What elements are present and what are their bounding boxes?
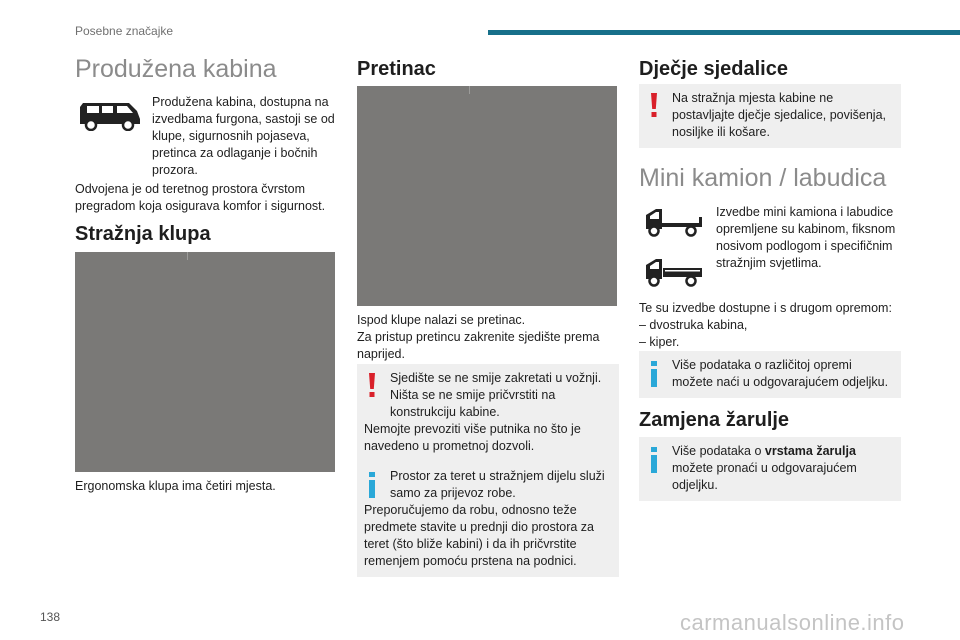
info-text-2: Preporučujemo da robu, odnosno teže predmete stavite u prednji dio prostora za teret (što bliže kabini) i da ih pričvrstite remenjem pomoću prstena na podnici.: [364, 503, 594, 568]
heading-mini-truck: Mini kamion / labudica: [639, 164, 887, 192]
column-1: [75, 55, 337, 493]
info-icon: [648, 447, 660, 473]
paragraph-partition: Odvojena je od teretnog prostora čvrstom pregradom koja osigurava komfor i sigurnost.: [75, 182, 326, 213]
warning-icon: [649, 92, 659, 118]
compartment-image: [357, 86, 617, 306]
mini-truck-description: Izvedbe mini kamiona i labudice opremljene su kabinom, fiksnom nosivom podlogom i specifičnim stražnjim svjetlima.: [716, 205, 896, 270]
warning-note-seat: [357, 364, 619, 462]
heading-bulb-replacement: Zamjena žarulje: [639, 409, 790, 431]
header-accent-bar: [488, 30, 960, 35]
column-2: [357, 55, 619, 568]
section-title: Posebne značajke: [75, 24, 174, 38]
info-note-equipment: [639, 351, 901, 398]
warning-text-1: Sjedište se ne smije zakretati u vožnji. Ništa se ne smije pričvrstiti na konstrukciju kabine.: [390, 371, 602, 419]
compartment-text-2: Za pristup pretincu zakrenite sjedište prema naprijed.: [357, 330, 600, 361]
list-item: – dvostruka kabina,: [639, 318, 748, 332]
info-text: Više podataka o vrstama žarulja možete pronaći u odgovarajućem odjeljku.: [672, 444, 857, 492]
info-icon: [648, 361, 660, 387]
van-description: Produžena kabina, dostupna na izvedbama furgona, sastoji se od klupe, sigurnosnih pojaseva, pretinca za odlaganje i bočnih prozora.: [152, 95, 335, 177]
info-note-cargo: [357, 462, 619, 577]
equipment-list: [639, 317, 901, 351]
info-note-bulbs: [639, 437, 901, 501]
van-icon: [77, 97, 143, 131]
column-3: [639, 55, 901, 492]
flatbed-truck-icon: [642, 205, 704, 239]
heading-extended-cab: Produžena kabina: [75, 55, 277, 83]
warning-text-2: Nemojte prevoziti više putnika no što je navedeno u prometnoj dozvoli.: [364, 422, 581, 453]
warning-text: Na stražnja mjesta kabine ne postavljajte dječje sjedalice, povišenja, nosiljke ili košare.: [672, 91, 887, 139]
paragraph-equipment: Te su izvedbe dostupne i s drugom opremom:: [639, 301, 892, 315]
rear-bench-caption: Ergonomska klupa ima četiri mjesta.: [75, 479, 276, 493]
info-icon: [366, 472, 378, 498]
watermark: carmanualsonline.info: [680, 610, 905, 635]
warning-icon: [367, 372, 377, 398]
heading-compartment: Pretinac: [357, 58, 436, 80]
bulb-types-emphasis: vrstama žarulja: [764, 444, 856, 458]
info-text-1: Prostor za teret u stražnjem dijelu služi samo za prijevoz robe.: [390, 469, 605, 500]
compartment-text-1: Ispod klupe nalazi se pretinac.: [357, 313, 526, 327]
page-number: 138: [40, 610, 61, 624]
list-item: – kiper.: [639, 335, 680, 349]
heading-child-seats: Dječje sjedalice: [639, 58, 788, 80]
rear-bench-image: [75, 252, 335, 472]
heading-rear-bench: Stražnja klupa: [75, 223, 211, 245]
dropside-truck-icon: [642, 255, 704, 289]
warning-note-child-seats: [639, 84, 901, 148]
info-text: Više podataka o različitoj opremi možete naći u odgovarajućem odjeljku.: [672, 358, 889, 389]
